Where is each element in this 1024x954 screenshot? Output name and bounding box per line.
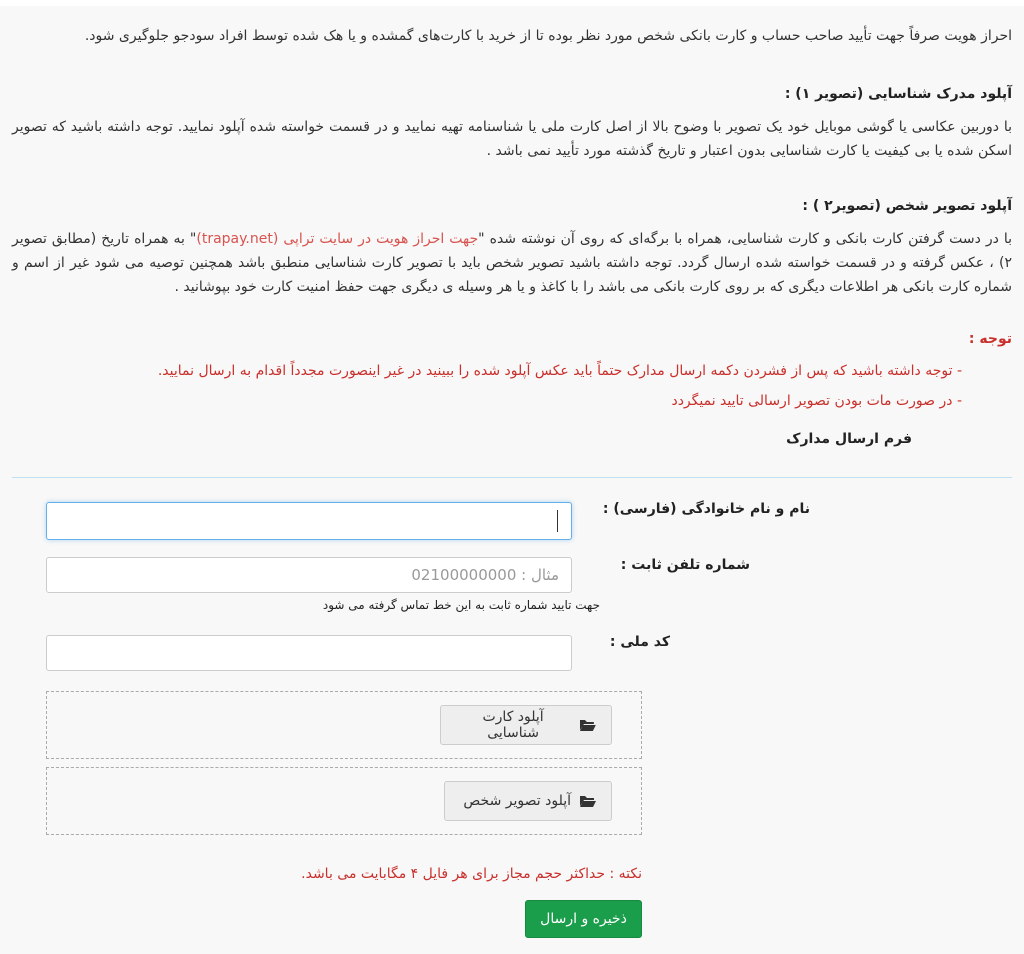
section2-text-before: با در دست گرفتن کارت بانکی و کارت شناسایی، همراه با برگه‌ای که روی آن نوشته شده " [478,231,1012,247]
form-title: فرم ارسال مدارک [786,431,912,447]
name-input[interactable] [46,502,572,540]
upload-id-dropzone[interactable] [46,691,642,759]
phone-label: شماره تلفن ثابت : [620,557,750,573]
upload-id-button[interactable] [440,705,612,745]
intro-text: احراز هویت صرفاً جهت تأیید صاحب حساب و کارت بانکی شخص مورد نظر بوده تا از خرید با کارت‌های گمشده و یا هک شده توسط افراد سودجو جلوگیری شود. [84,28,1012,44]
text-caret [557,510,558,532]
upload-photo-label: آپلود تصویر شخص [463,793,571,809]
submit-button[interactable]: ذخیره و ارسال [525,900,642,938]
national-code-input[interactable] [46,635,572,671]
section1-text: با دوربین عکاسی یا گوشی موبایل خود یک تصویر با وضوح بالا از اصل کارت ملی یا شناسنامه تهیه نمایید و در قسمت خواسته شده آپلود نمایید. توجه داشته باشید که تصویر اسکن شده یا بی کیفیت یا کارت شناسایی بدون اعتبار و تاریخ گذشته مورد تأیید نمی باشد . [12,119,1012,159]
upload-photo-button[interactable] [444,781,612,821]
section2-text-after: " به همراه تاریخ (مطابق تصویر ۲) ، عکس گرفته و در قسمت خواسته شده ارسال گردد. توجه داشته باشید تصویر شخص باید با تصویر کارت شناسایی منطبق باشد همچنین توصیه می شود غیر از اسم و شماره کارت بانکی هر اطلاعات دیگری که بر روی کارت بانکی می باشد را با کاغذ و یا هر وسیله ی دیگری جهت حفظ امنیت کارت خود بپوشانید . [12,231,1012,295]
notice-title: توجه : [968,331,1012,347]
upload-photo-dropzone[interactable] [46,767,642,835]
section2-title: آپلود تصویر شخص (تصویر۲ ) : [802,198,1012,214]
divider [12,477,1012,478]
notice-item: - توجه داشته باشید که پس از فشردن دکمه ارسال مدارک حتماً باید عکس آپلود شده را ببینید در غیر اینصورت مجدداً اقدام به ارسال نمایید. [157,363,962,379]
file-size-note: نکته : حداکثر حجم مجاز برای هر فایل ۴ مگابایت می باشد. [301,866,642,882]
folder-open-icon [579,794,597,808]
section2-highlight: جهت احراز هویت در سایت تراپی (trapay.net) [196,231,479,247]
section1-title: آپلود مدرک شناسایی (تصویر ۱) : [784,86,1012,102]
upload-id-label: آپلود کارت شناسایی [482,709,544,741]
name-label: نام و نام خانوادگی (فارسی) : [602,501,810,517]
notice-list [158,356,962,416]
phone-help-text: جهت تایید شماره ثابت به این خط تماس گرفته می شود [322,598,600,612]
national-code-label: کد ملی : [609,634,670,650]
top-strip [0,0,1024,6]
folder-open-icon [579,718,597,732]
section2-text [12,227,1012,299]
notice-item: - در صورت مات بودن تصویر ارسالی تایید نمیگردد [671,393,962,409]
phone-input[interactable] [46,557,572,593]
